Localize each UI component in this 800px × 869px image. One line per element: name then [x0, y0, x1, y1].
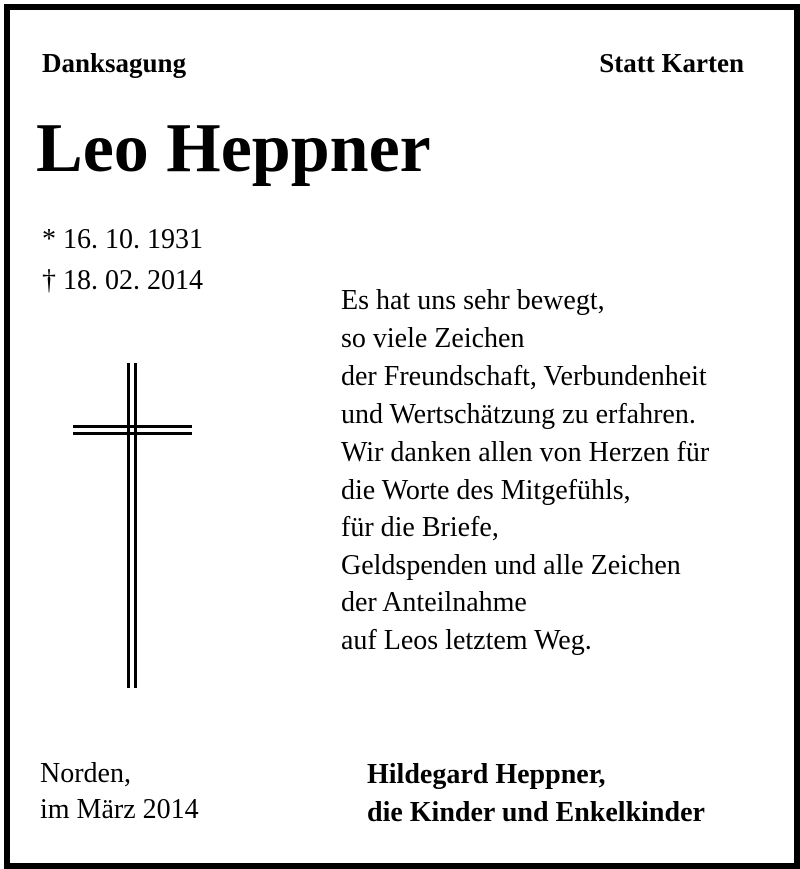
signature-line: die Kinder und Enkelkinder — [367, 797, 705, 828]
birth-date: * 16. 10. 1931 — [42, 224, 203, 255]
signature-line: Hildegard Heppner, — [367, 759, 606, 790]
text-line: auf Leos letztem Weg. — [341, 624, 592, 656]
thanks-paragraph-2 — [341, 434, 709, 659]
place-date — [40, 756, 199, 828]
header-left: Danksagung — [42, 48, 187, 78]
text-line: Geldspenden und alle Zeichen — [341, 549, 681, 581]
text-line: Wir danken allen von Herzen für — [341, 437, 710, 468]
text-line: für die Briefe, — [341, 512, 499, 543]
text-line: Es hat uns sehr bewegt, — [341, 285, 605, 316]
date-line: im März 2014 — [40, 794, 199, 825]
text-line: der Freundschaft, Verbundenheit — [341, 361, 707, 392]
text-line: der Anteilnahme — [341, 587, 527, 618]
text-line: die Worte des Mitgefühls, — [341, 474, 631, 506]
deceased-name: Leo Heppner — [36, 110, 431, 187]
header-right: Statt Karten — [599, 48, 744, 78]
text-line: so viele Zeichen — [341, 323, 525, 354]
text-line: und Wertschätzung zu erfahren. — [341, 399, 696, 430]
thanks-paragraph-1 — [341, 282, 707, 434]
signature — [367, 756, 705, 832]
place-line: Norden, — [40, 758, 131, 789]
death-date: † 18. 02. 2014 — [42, 265, 203, 296]
